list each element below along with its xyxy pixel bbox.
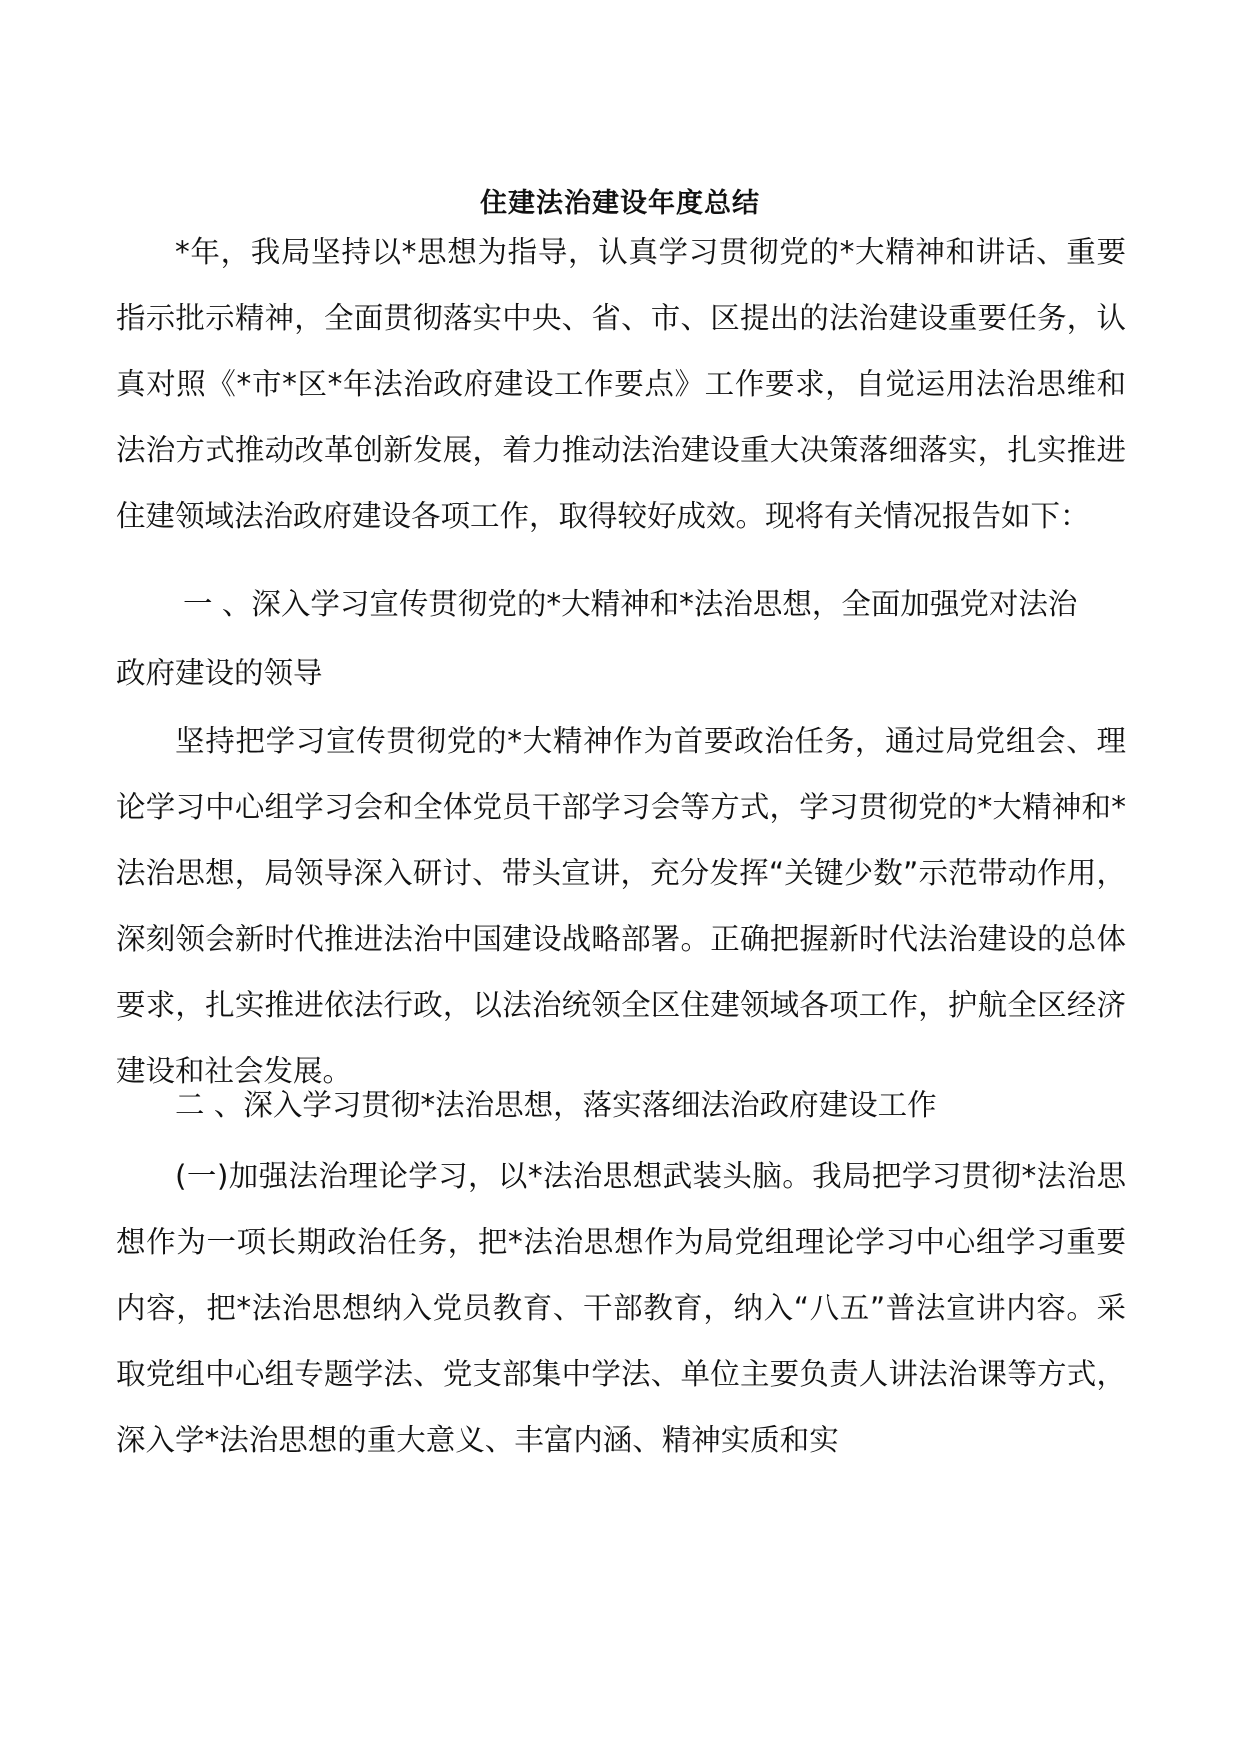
section-2-subsection-1: (一)加强法治理论学习，以*法治思想武装头脑。我局把学习贯彻*法治思想作为一项长期政治任务，把*法治思想作为局党组理论学习中心组学习重要内容，把*法治思想纳入党员教育、干部教育，纳入“八五”普法宣讲内容。采取党组中心组专题学法、党支部集中学法、单位主要负责人讲法治课等方式，深入学*法治思想的重大意义、丰富内涵、精神实质和实 [116, 1159, 1126, 1457]
document-title: 住建法治建设年度总结 [480, 188, 760, 219]
section-1-heading-line-1: 一 、深入学习宣传贯彻党的*大精神和*法治思想，全面加强党对法治 [183, 587, 1078, 621]
section-1-body: 坚持把学习宣传贯彻党的*大精神作为首要政治任务，通过局党组会、理论学习中心组学习会和全体党员干部学习会等方式，学习贯彻党的*大精神和*法治思想，局领导深入研讨、带头宣讲，充分发挥“关键少数”示范带动作用，深刻领会新时代推进法治中国建设战略部署。正确把握新时代法治建设的总体要求，扎实推进依法行政，以法治统领全区住建领域各项工作，护航全区经济建设和社会发展。 [116, 724, 1126, 1088]
section-2-heading: 二 、深入学习贯彻*法治思想，落实落细法治政府建设工作 [175, 1088, 937, 1122]
section-1-heading-line-2: 政府建设的领导 [116, 656, 323, 690]
intro-paragraph: *年，我局坚持以*思想为指导，认真学习贯彻党的*大精神和讲话、重要指示批示精神，全面贯彻落实中央、省、市、区提出的法治建设重要任务，认真对照《*市*区*年法治政府建设工作要点》工作要求，自觉运用法治思维和法治方式推动改革创新发展，着力推动法治建设重大决策落细落实，扎实推进住建领域法治政府建设各项工作，取得较好成效。现将有关情况报告如下： [116, 235, 1126, 533]
